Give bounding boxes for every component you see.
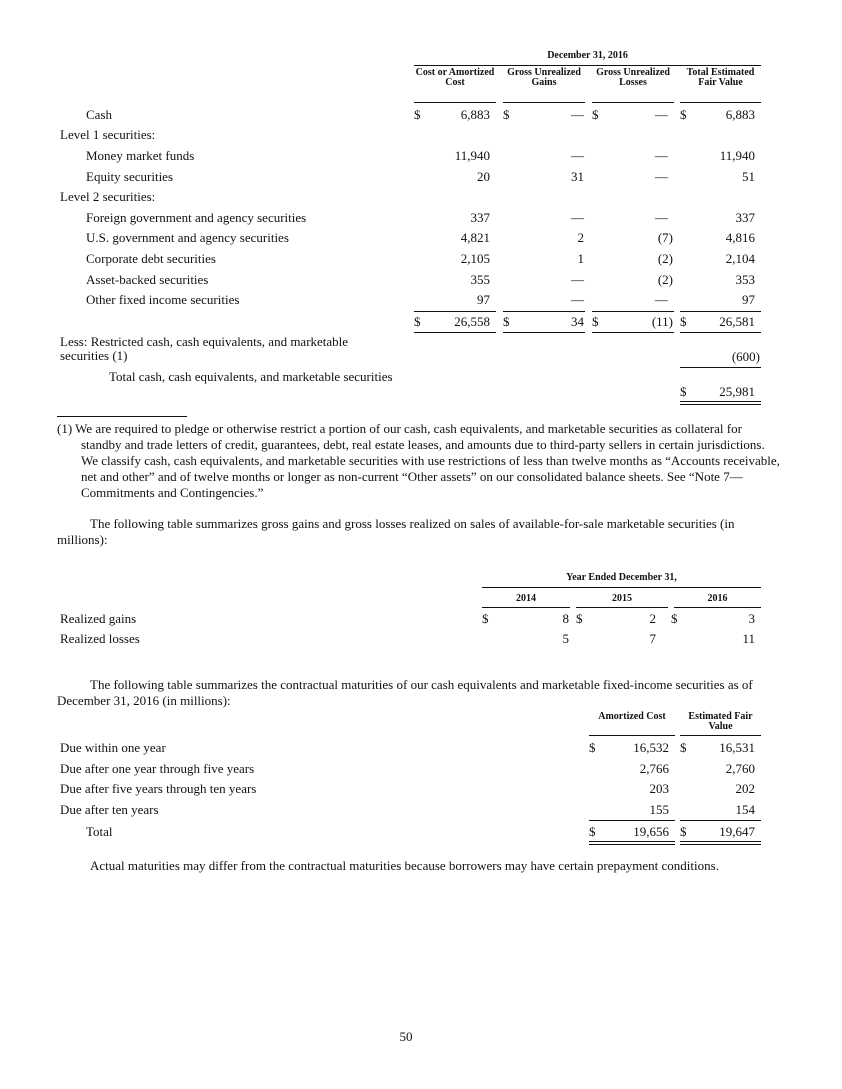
cell: 20 — [477, 169, 490, 184]
currency-symbol: $ — [414, 314, 421, 329]
cell: — — [571, 107, 584, 122]
cell: 337 — [470, 210, 490, 225]
cell: — — [655, 169, 668, 184]
cell: 2,766 — [639, 761, 669, 776]
subtotal-gains: 34 — [571, 314, 584, 329]
cell: 2 — [577, 230, 584, 245]
cell: 355 — [470, 272, 490, 287]
row-label: Asset-backed securities — [86, 272, 209, 287]
currency-symbol: $ — [503, 107, 510, 122]
table3-header-amortized-cost: Amortized Cost — [598, 711, 666, 722]
cell: — — [655, 148, 668, 163]
currency-symbol: $ — [503, 314, 510, 329]
table3-total-label: Total — [86, 824, 113, 839]
row-label-cash: Cash — [86, 107, 112, 122]
cell: 353 — [735, 272, 755, 287]
cell: 11 — [742, 631, 755, 646]
cell: 155 — [649, 802, 669, 817]
table3-total-cost: 19,656 — [633, 824, 669, 839]
cell: 4,821 — [460, 230, 490, 245]
currency-symbol: $ — [680, 824, 687, 839]
cell: (2) — [657, 251, 673, 266]
currency-symbol: $ — [589, 824, 596, 839]
cell: — — [655, 107, 668, 122]
currency-symbol: $ — [680, 740, 687, 755]
cell: 97 — [477, 292, 490, 307]
row-label-realized-gains: Realized gains — [60, 611, 137, 626]
cell: (7) — [657, 230, 673, 245]
cell: 2 — [649, 611, 656, 626]
subtotal-cost: 26,558 — [454, 314, 490, 329]
cell: — — [655, 292, 668, 307]
total-value: 25,981 — [719, 384, 755, 399]
currency-symbol: $ — [680, 384, 687, 399]
cell: 16,531 — [719, 740, 755, 755]
cell: 8 — [562, 611, 569, 626]
cell: 6,883 — [460, 107, 490, 122]
cell: — — [571, 148, 584, 163]
cell: — — [571, 292, 584, 307]
cell: — — [655, 210, 668, 225]
cell: 11,940 — [454, 148, 490, 163]
cell: 97 — [742, 292, 755, 307]
cell: — — [571, 210, 584, 225]
cell: 7 — [649, 631, 656, 646]
cell: 1 — [577, 251, 584, 266]
table1-header-gains: Gross Unrealized Gains — [507, 67, 581, 88]
currency-symbol: $ — [680, 107, 687, 122]
cell: 16,532 — [633, 740, 669, 755]
currency-symbol: $ — [576, 611, 583, 626]
cell: 2,104 — [725, 251, 755, 266]
row-label: Due within one year — [60, 740, 166, 755]
table2-period: Year Ended December 31, — [566, 572, 677, 583]
cell: 5 — [562, 631, 569, 646]
cell: — — [571, 272, 584, 287]
row-label: Due after five years through ten years — [60, 781, 257, 796]
row-label: Corporate debt securities — [86, 251, 216, 266]
cell: 203 — [649, 781, 669, 796]
row-label: Other fixed income securities — [86, 292, 240, 307]
footnote: (1) We are required to pledge or otherwise restrict a portion of our cash, cash equivalents, and marketable securities as collateral for standby and trade letters of credit, guarantees, debt, real estate leases, and amounts due to third-party sellers in certain jurisdictions. We classify cash, cash equivalents, and marketable securities with use restrictions of less than twelve months as “Accounts receivable, net and other” and of twelve months or longer as non-current “Other assets” on our consolidated balance sheets. See “Note 7—Commitments and Contingencies.” — [57, 421, 780, 500]
table2-year-2014: 2014 — [516, 593, 536, 604]
table1-period: December 31, 2016 — [547, 50, 628, 61]
section-label-level1: Level 1 securities: — [60, 127, 156, 142]
row-label: U.S. government and agency securities — [86, 230, 289, 245]
table2-year-2016: 2016 — [707, 593, 728, 604]
cell: (2) — [657, 272, 673, 287]
currency-symbol: $ — [592, 107, 599, 122]
currency-symbol: $ — [592, 314, 599, 329]
currency-symbol: $ — [671, 611, 678, 626]
currency-symbol: $ — [482, 611, 489, 626]
less-restricted-label: Less: Restricted cash, cash equivalents, and marketable securities (1) — [60, 334, 349, 363]
paragraph-gains-losses: The following table summarizes gross gains and gross losses realized on sales of available-for-sale marketable securities (in millions): — [57, 516, 735, 547]
paragraph-maturities: The following table summarizes the contractual maturities of our cash equivalents and marketable fixed-income securities as of December 31, 2016 (in millions): — [57, 677, 753, 708]
cell: 337 — [735, 210, 755, 225]
row-label: Equity securities — [86, 169, 174, 184]
row-label: Money market funds — [86, 148, 195, 163]
cell: 2,105 — [460, 251, 490, 266]
row-label-realized-losses: Realized losses — [60, 631, 140, 646]
table3-header-fair-value: Estimated Fair Value — [688, 711, 753, 732]
cell: 3 — [748, 611, 755, 626]
cell: 51 — [742, 169, 755, 184]
subtotal-fair-value: 26,581 — [719, 314, 755, 329]
cell: 11,940 — [719, 148, 755, 163]
table1-header-cost: Cost or Amortized Cost — [415, 67, 495, 88]
cell: 4,816 — [725, 230, 755, 245]
cell: 202 — [735, 781, 755, 796]
row-label: Due after ten years — [60, 802, 159, 817]
cell: 154 — [735, 802, 755, 817]
subtotal-losses: (11) — [651, 314, 673, 329]
cell: 2,760 — [725, 761, 755, 776]
table1-header-losses: Gross Unrealized Losses — [596, 67, 670, 88]
total-label: Total cash, cash equivalents, and marketable securities — [109, 369, 393, 384]
less-restricted-value: (600) — [731, 349, 760, 364]
currency-symbol: $ — [680, 314, 687, 329]
section-label-level2: Level 2 securities: — [60, 189, 156, 204]
currency-symbol: $ — [414, 107, 421, 122]
cell: 31 — [571, 169, 584, 184]
row-label: Foreign government and agency securities — [86, 210, 307, 225]
table2-year-2015: 2015 — [612, 593, 632, 604]
row-label: Due after one year through five years — [60, 761, 255, 776]
currency-symbol: $ — [589, 740, 596, 755]
paragraph-actual-maturities: Actual maturities may differ from the contractual maturities because borrowers may have certain prepayment conditions. — [90, 858, 719, 873]
table1-header-fair-value: Total Estimated Fair Value — [686, 67, 755, 88]
cell: 6,883 — [725, 107, 755, 122]
table3-total-fair-value: 19,647 — [719, 824, 755, 839]
page-number: 50 — [399, 1029, 413, 1044]
